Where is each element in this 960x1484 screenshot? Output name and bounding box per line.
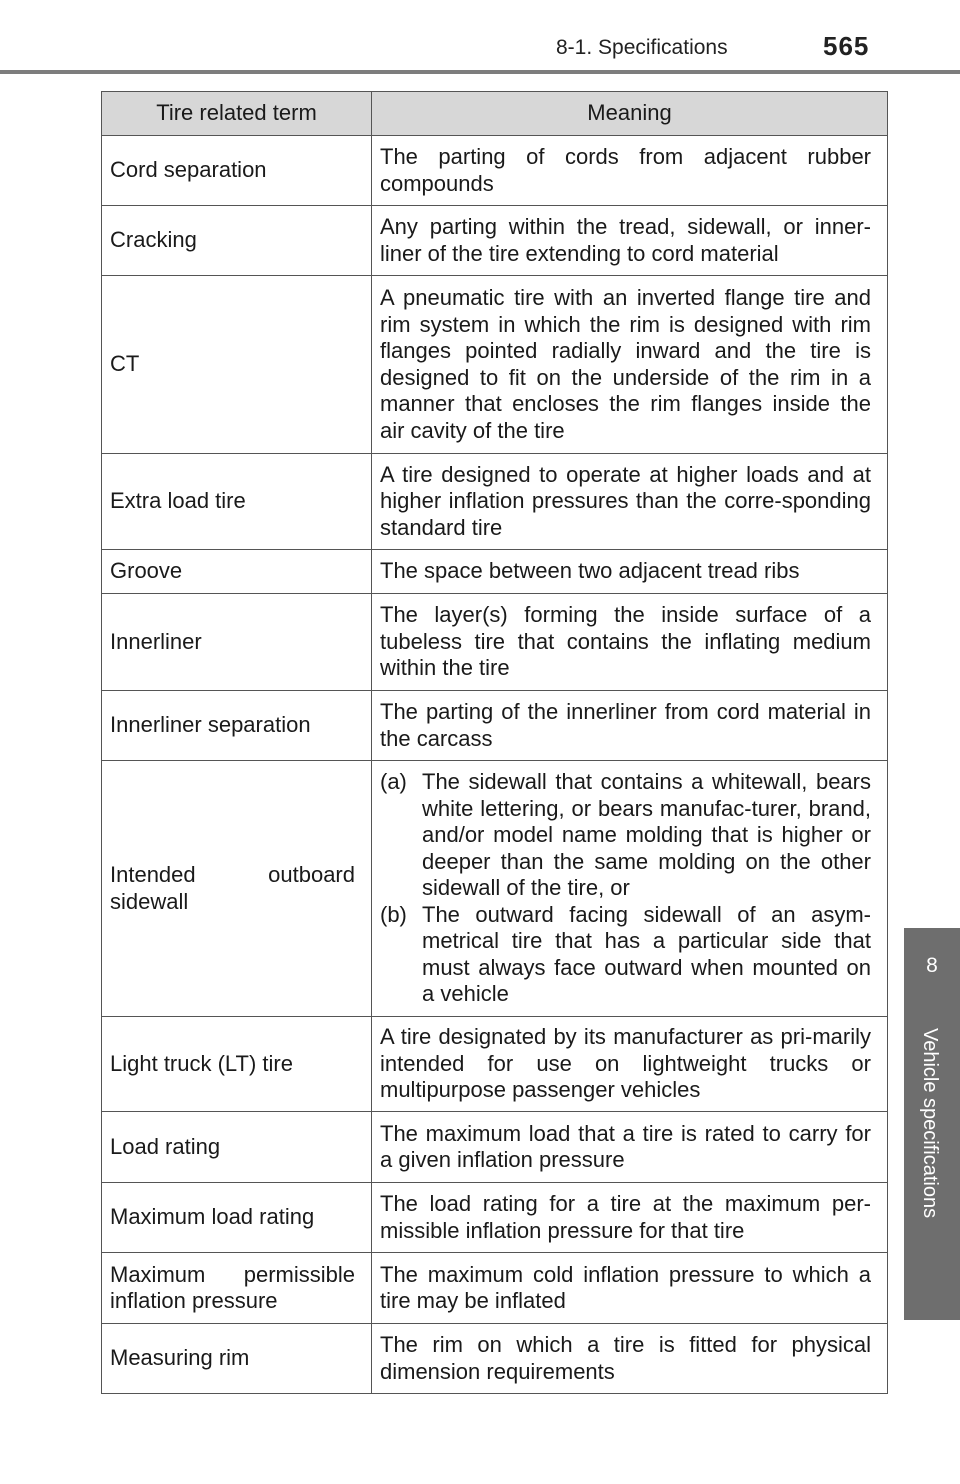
meaning-cell: The rim on which a tire is fitted for physical dimension requirements xyxy=(372,1324,888,1394)
meaning-cell: The maximum cold inflation pressure to which a tire may be inflated xyxy=(372,1253,888,1324)
list-item xyxy=(380,769,871,902)
meaning-list xyxy=(380,769,871,1008)
term-cell: Cracking xyxy=(102,206,372,276)
table-row xyxy=(102,206,888,276)
term-cell: Light truck (LT) tire xyxy=(102,1017,372,1112)
term-cell: Intended outboard sidewall xyxy=(102,761,372,1017)
list-item-label: (a) xyxy=(380,769,407,795)
table-row xyxy=(102,136,888,206)
list-item-text: The sidewall that contains a whitewall, bears white lettering, or bears manufac-turer, brand, and/or model name molding that is higher or deeper than the same molding on the other sidewall of the tire, or xyxy=(422,769,871,901)
term-cell: Maximum load rating xyxy=(102,1183,372,1253)
term-cell: CT xyxy=(102,276,372,454)
table-row xyxy=(102,761,888,1017)
table-row xyxy=(102,594,888,691)
chapter-number: 8 xyxy=(926,954,938,977)
meaning-cell: The parting of cords from adjacent rubber compounds xyxy=(372,136,888,206)
term-cell: Load rating xyxy=(102,1112,372,1183)
table-header-row xyxy=(102,92,888,136)
header-divider xyxy=(0,70,960,74)
list-item-label: (b) xyxy=(380,901,407,927)
meaning-cell: A tire designated by its manufacturer as pri-marily intended for use on lightweight trucks or multipurpose passenger vehicles xyxy=(372,1017,888,1112)
column-header-term: Tire related term xyxy=(102,92,372,136)
column-header-meaning: Meaning xyxy=(372,92,888,136)
list-item xyxy=(380,902,871,1008)
term-cell: Innerliner separation xyxy=(102,691,372,761)
section-title: 8-1. Specifications xyxy=(556,36,728,59)
meaning-cell: A tire designed to operate at higher loads and at higher inflation pressures than the corre-sponding standard tire xyxy=(372,454,888,550)
meaning-cell: A pneumatic tire with an inverted flange tire and rim system in which the rim is designed with rim flanges pointed radially inward and the tire is designed to fit on the underside of the rim in a manner that encloses the rim flanges inside the air cavity of the tire xyxy=(372,276,888,454)
meaning-cell: The maximum load that a tire is rated to carry for a given inflation pressure xyxy=(372,1112,888,1183)
table-row xyxy=(102,1253,888,1324)
meaning-cell: The load rating for a tire at the maximum per-missible inflation pressure for that tire xyxy=(372,1183,888,1253)
table-row xyxy=(102,454,888,550)
meaning-cell: The parting of the innerliner from cord material in the carcass xyxy=(372,691,888,761)
table-row xyxy=(102,1324,888,1394)
table-row xyxy=(102,691,888,761)
list-item-text: The outward facing sidewall of an asym-metrical tire that has a particular side that must always face outward when mounted on a vehicle xyxy=(422,901,871,1007)
chapter-label: Vehicle specifications xyxy=(919,1028,941,1219)
table-row xyxy=(102,1183,888,1253)
term-cell: Measuring rim xyxy=(102,1324,372,1394)
table-row xyxy=(102,550,888,594)
table-row xyxy=(102,276,888,454)
meaning-cell: The layer(s) forming the inside surface of a tubeless tire that contains the inflating medium within the tire xyxy=(372,594,888,691)
term-cell: Cord separation xyxy=(102,136,372,206)
page-number: 565 xyxy=(823,31,870,61)
chapter-side-tab xyxy=(904,928,960,1320)
term-cell: Groove xyxy=(102,550,372,594)
meaning-cell: The space between two adjacent tread ribs xyxy=(372,550,888,594)
meaning-cell: Any parting within the tread, sidewall, or inner-liner of the tire extending to cord material xyxy=(372,206,888,276)
term-cell: Maximum permissible inflation pressure xyxy=(102,1253,372,1324)
table-row xyxy=(102,1112,888,1183)
table-row xyxy=(102,1017,888,1112)
term-cell: Extra load tire xyxy=(102,454,372,550)
term-cell: Innerliner xyxy=(102,594,372,691)
meaning-cell xyxy=(372,761,888,1017)
tire-terms-table xyxy=(101,91,888,1394)
